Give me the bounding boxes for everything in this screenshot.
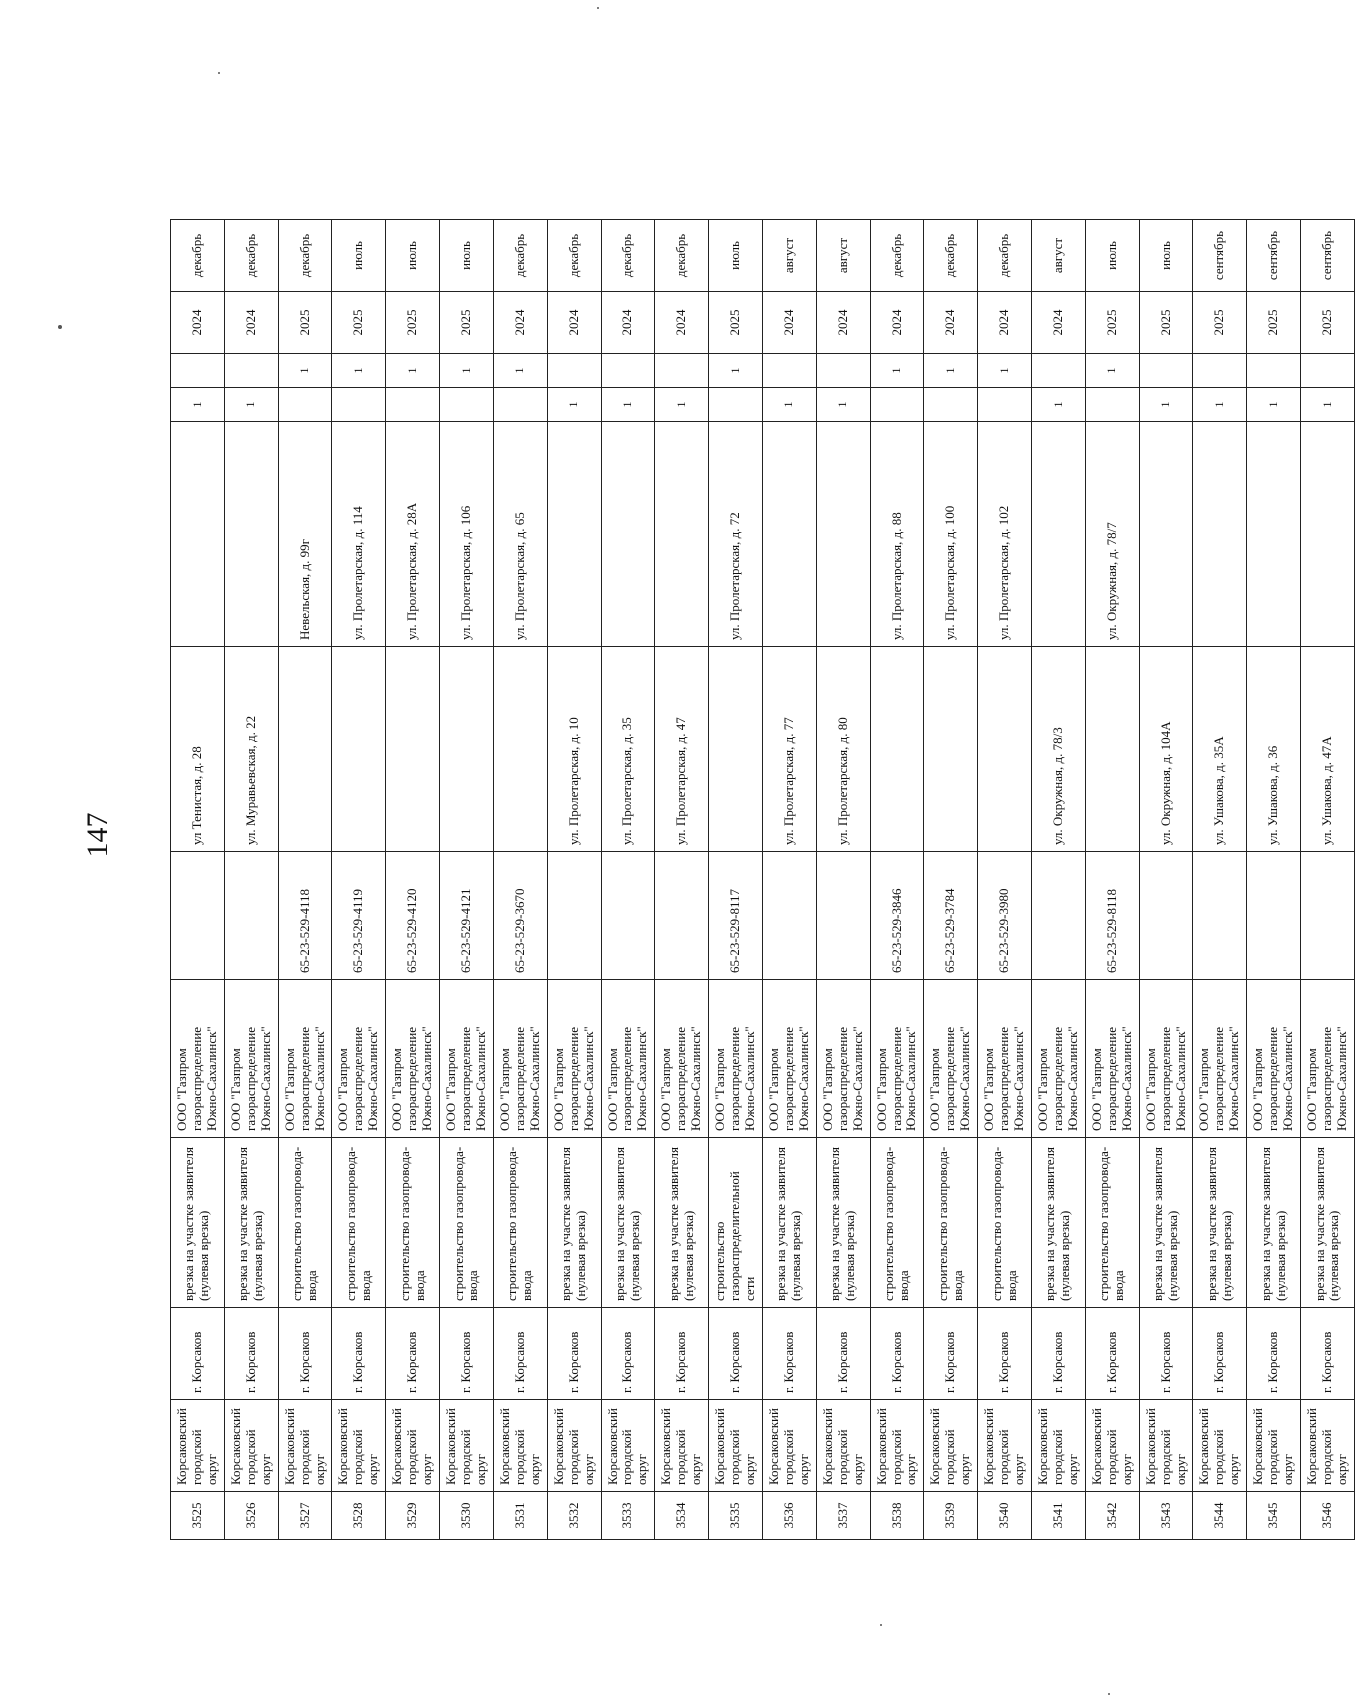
cell-org: ООО "Газпром газораспределение Южно-Сахалинск" [1085, 980, 1139, 1138]
cell-code: 65-23-529-4119 [332, 852, 386, 980]
cell-district: Корсаковский городской округ [655, 1400, 709, 1492]
cell-f2 [1301, 354, 1355, 388]
cell-addr1: ул. Ушакова, д. 36 [1247, 647, 1301, 852]
table-row [1139, 220, 1193, 1540]
cell-district: Корсаковский городской округ [1032, 1400, 1086, 1492]
cell-f1: 1 [1032, 388, 1086, 422]
scan-speck [1108, 1693, 1110, 1695]
cell-addr1 [493, 647, 547, 852]
cell-f2: 1 [386, 354, 440, 388]
cell-work: врезка на участке заявителя (нулевая врезка) [547, 1138, 601, 1308]
cell-f1: 1 [1193, 388, 1247, 422]
table-row [386, 220, 440, 1540]
table-row [1085, 220, 1139, 1540]
cell-addr2: ул. Пролетарская, д. 100 [924, 422, 978, 647]
cell-f2 [1032, 354, 1086, 388]
cell-work: врезка на участке заявителя (нулевая врезка) [762, 1138, 816, 1308]
cell-year: 2025 [1247, 292, 1301, 354]
cell-month: июль [440, 220, 494, 292]
cell-month: декабрь [978, 220, 1032, 292]
cell-city: г. Корсаков [655, 1308, 709, 1400]
cell-month: декабрь [224, 220, 278, 292]
cell-code [1301, 852, 1355, 980]
cell-work: врезка на участке заявителя (нулевая врезка) [1247, 1138, 1301, 1308]
registry-table [170, 219, 1355, 1540]
cell-work: строительство газопровода-ввода [332, 1138, 386, 1308]
cell-code [1032, 852, 1086, 980]
cell-code: 65-23-529-3784 [924, 852, 978, 980]
cell-year: 2025 [332, 292, 386, 354]
cell-year: 2025 [278, 292, 332, 354]
cell-no: 3531 [493, 1492, 547, 1540]
cell-work: врезка на участке заявителя (нулевая врезка) [816, 1138, 870, 1308]
cell-addr2: ул. Пролетарская, д. 28А [386, 422, 440, 647]
cell-year: 2024 [762, 292, 816, 354]
cell-district: Корсаковский городской округ [440, 1400, 494, 1492]
cell-city: г. Корсаков [1193, 1308, 1247, 1400]
cell-f1 [440, 388, 494, 422]
cell-city: г. Корсаков [332, 1308, 386, 1400]
cell-work: строительство газопровода-ввода [386, 1138, 440, 1308]
cell-district: Корсаковский городской округ [332, 1400, 386, 1492]
cell-addr2 [762, 422, 816, 647]
table-row [1193, 220, 1247, 1540]
cell-addr1: ул. Ушакова, д. 47А [1301, 647, 1355, 852]
cell-code [224, 852, 278, 980]
cell-code [1247, 852, 1301, 980]
cell-district: Корсаковский городской округ [278, 1400, 332, 1492]
cell-year: 2024 [171, 292, 225, 354]
cell-addr2: ул. Пролетарская, д. 88 [870, 422, 924, 647]
cell-work: строительство газопровода-ввода [440, 1138, 494, 1308]
cell-org: ООО "Газпром газораспределение Южно-Сахалинск" [332, 980, 386, 1138]
cell-f2: 1 [978, 354, 1032, 388]
cell-org: ООО "Газпром газораспределение Южно-Сахалинск" [978, 980, 1032, 1138]
cell-addr2: ул. Пролетарская, д. 106 [440, 422, 494, 647]
cell-f2: 1 [278, 354, 332, 388]
cell-code [1193, 852, 1247, 980]
cell-addr1: ул. Пролетарская, д. 80 [816, 647, 870, 852]
cell-no: 3525 [171, 1492, 225, 1540]
cell-org: ООО "Газпром газораспределение Южно-Сахалинск" [224, 980, 278, 1138]
cell-addr2 [224, 422, 278, 647]
cell-work: врезка на участке заявителя (нулевая врезка) [171, 1138, 225, 1308]
page-number: 147 [81, 812, 114, 858]
cell-code: 65-23-529-4118 [278, 852, 332, 980]
cell-f1 [1085, 388, 1139, 422]
cell-f2 [816, 354, 870, 388]
cell-city: г. Корсаков [224, 1308, 278, 1400]
cell-addr2 [1193, 422, 1247, 647]
cell-org: ООО "Газпром газораспределение Южно-Сахалинск" [762, 980, 816, 1138]
cell-city: г. Корсаков [440, 1308, 494, 1400]
scan-speck [880, 1624, 882, 1626]
cell-district: Корсаковский городской округ [709, 1400, 763, 1492]
cell-f2 [601, 354, 655, 388]
cell-district: Корсаковский городской округ [601, 1400, 655, 1492]
cell-f1 [386, 388, 440, 422]
cell-org: ООО "Газпром газораспределение Южно-Сахалинск" [870, 980, 924, 1138]
cell-year: 2025 [709, 292, 763, 354]
cell-district: Корсаковский городской округ [978, 1400, 1032, 1492]
cell-addr2: ул. Пролетарская, д. 65 [493, 422, 547, 647]
cell-no: 3533 [601, 1492, 655, 1540]
cell-month: сентябрь [1301, 220, 1355, 292]
cell-addr2: ул. Окружная, д. 78/7 [1085, 422, 1139, 647]
cell-month: декабрь [547, 220, 601, 292]
cell-work: строительство газопровода-ввода [978, 1138, 1032, 1308]
table-row [332, 220, 386, 1540]
cell-f2 [1247, 354, 1301, 388]
cell-city: г. Корсаков [816, 1308, 870, 1400]
cell-city: г. Корсаков [924, 1308, 978, 1400]
cell-addr1: ул. Пролетарская, д. 35 [601, 647, 655, 852]
cell-addr2: ул. Пролетарская, д. 102 [978, 422, 1032, 647]
cell-no: 3538 [870, 1492, 924, 1540]
table-row [601, 220, 655, 1540]
cell-code: 65-23-529-8118 [1085, 852, 1139, 980]
cell-f2 [655, 354, 709, 388]
cell-f2 [547, 354, 601, 388]
cell-f1 [493, 388, 547, 422]
table-row [924, 220, 978, 1540]
cell-org: ООО "Газпром газораспределение Южно-Сахалинск" [1247, 980, 1301, 1138]
cell-f2: 1 [1085, 354, 1139, 388]
cell-year: 2024 [870, 292, 924, 354]
table-row [762, 220, 816, 1540]
table-row [493, 220, 547, 1540]
cell-year: 2024 [816, 292, 870, 354]
cell-addr1 [440, 647, 494, 852]
cell-no: 3534 [655, 1492, 709, 1540]
cell-district: Корсаковский городской округ [1085, 1400, 1139, 1492]
scan-speck [58, 325, 62, 329]
cell-org: ООО "Газпром газораспределение Южно-Сахалинск" [171, 980, 225, 1138]
cell-org: ООО "Газпром газораспределение Южно-Сахалинск" [655, 980, 709, 1138]
cell-f2: 1 [924, 354, 978, 388]
cell-no: 3541 [1032, 1492, 1086, 1540]
cell-addr1: ул. Пролетарская, д. 77 [762, 647, 816, 852]
cell-district: Корсаковский городской округ [493, 1400, 547, 1492]
cell-addr1 [924, 647, 978, 852]
cell-f2 [224, 354, 278, 388]
cell-work: врезка на участке заявителя (нулевая врезка) [1193, 1138, 1247, 1308]
cell-month: июль [332, 220, 386, 292]
cell-f2: 1 [493, 354, 547, 388]
table-row [278, 220, 332, 1540]
cell-city: г. Корсаков [709, 1308, 763, 1400]
cell-city: г. Корсаков [547, 1308, 601, 1400]
cell-f1: 1 [1139, 388, 1193, 422]
table-row [547, 220, 601, 1540]
cell-work: строительство газопровода-ввода [278, 1138, 332, 1308]
scan-speck [218, 72, 220, 74]
cell-org: ООО "Газпром газораспределение Южно-Сахалинск" [924, 980, 978, 1138]
cell-month: декабрь [278, 220, 332, 292]
cell-month: июль [1139, 220, 1193, 292]
cell-f2 [762, 354, 816, 388]
cell-code: 65-23-529-3670 [493, 852, 547, 980]
cell-addr1: ул. Муравьевская, д. 22 [224, 647, 278, 852]
cell-org: ООО "Газпром газораспределение Южно-Сахалинск" [709, 980, 763, 1138]
cell-district: Корсаковский городской округ [386, 1400, 440, 1492]
cell-work: врезка на участке заявителя (нулевая врезка) [224, 1138, 278, 1308]
cell-year: 2024 [924, 292, 978, 354]
cell-no: 3529 [386, 1492, 440, 1540]
cell-f1: 1 [224, 388, 278, 422]
cell-work: строительство газопровода-ввода [870, 1138, 924, 1308]
cell-city: г. Корсаков [1139, 1308, 1193, 1400]
cell-addr2 [1139, 422, 1193, 647]
table-row [1032, 220, 1086, 1540]
cell-code [601, 852, 655, 980]
cell-month: декабрь [493, 220, 547, 292]
cell-district: Корсаковский городской округ [1247, 1400, 1301, 1492]
cell-f1 [278, 388, 332, 422]
cell-no: 3543 [1139, 1492, 1193, 1540]
cell-no: 3540 [978, 1492, 1032, 1540]
cell-year: 2024 [655, 292, 709, 354]
cell-org: ООО "Газпром газораспределение Южно-Сахалинск" [1139, 980, 1193, 1138]
cell-addr1: ул. Пролетарская, д. 10 [547, 647, 601, 852]
cell-org: ООО "Газпром газораспределение Южно-Сахалинск" [278, 980, 332, 1138]
cell-code [816, 852, 870, 980]
scan-speck [597, 7, 599, 9]
cell-f1: 1 [655, 388, 709, 422]
cell-addr2: ул. Пролетарская, д. 114 [332, 422, 386, 647]
cell-no: 3536 [762, 1492, 816, 1540]
cell-city: г. Корсаков [1085, 1308, 1139, 1400]
table-row [440, 220, 494, 1540]
cell-no: 3544 [1193, 1492, 1247, 1540]
cell-year: 2024 [547, 292, 601, 354]
cell-month: июль [1085, 220, 1139, 292]
cell-f1 [924, 388, 978, 422]
cell-addr1: ул. Окружная, д. 104А [1139, 647, 1193, 852]
cell-addr1: ул. Ушакова, д. 35А [1193, 647, 1247, 852]
cell-f1: 1 [1301, 388, 1355, 422]
cell-code: 65-23-529-3980 [978, 852, 1032, 980]
cell-district: Корсаковский городской округ [547, 1400, 601, 1492]
cell-month: август [1032, 220, 1086, 292]
cell-addr1: ул Тенистая, д. 28 [171, 647, 225, 852]
cell-month: июль [386, 220, 440, 292]
cell-org: ООО "Газпром газораспределение Южно-Сахалинск" [816, 980, 870, 1138]
cell-addr2 [816, 422, 870, 647]
cell-addr1 [870, 647, 924, 852]
cell-f1 [870, 388, 924, 422]
cell-addr1: ул. Пролетарская, д. 47 [655, 647, 709, 852]
cell-year: 2025 [440, 292, 494, 354]
cell-addr1 [386, 647, 440, 852]
cell-work: врезка на участке заявителя (нулевая врезка) [1139, 1138, 1193, 1308]
cell-code [655, 852, 709, 980]
cell-work: врезка на участке заявителя (нулевая врезка) [1032, 1138, 1086, 1308]
cell-code: 65-23-529-8117 [709, 852, 763, 980]
cell-city: г. Корсаков [278, 1308, 332, 1400]
cell-org: ООО "Газпром газораспределение Южно-Сахалинск" [386, 980, 440, 1138]
cell-addr2 [601, 422, 655, 647]
cell-district: Корсаковский городской округ [870, 1400, 924, 1492]
cell-work: врезка на участке заявителя (нулевая врезка) [1301, 1138, 1355, 1308]
cell-f1: 1 [547, 388, 601, 422]
cell-code: 65-23-529-4120 [386, 852, 440, 980]
cell-work: строительство газопровода-ввода [1085, 1138, 1139, 1308]
table-row [709, 220, 763, 1540]
cell-district: Корсаковский городской округ [762, 1400, 816, 1492]
cell-city: г. Корсаков [1247, 1308, 1301, 1400]
cell-city: г. Корсаков [1032, 1308, 1086, 1400]
cell-no: 3532 [547, 1492, 601, 1540]
cell-f2: 1 [440, 354, 494, 388]
cell-code [171, 852, 225, 980]
cell-city: г. Корсаков [493, 1308, 547, 1400]
cell-f1: 1 [601, 388, 655, 422]
cell-no: 3542 [1085, 1492, 1139, 1540]
cell-no: 3530 [440, 1492, 494, 1540]
cell-org: ООО "Газпром газораспределение Южно-Сахалинск" [1032, 980, 1086, 1138]
cell-work: строительство газопровода-ввода [493, 1138, 547, 1308]
cell-f2 [171, 354, 225, 388]
cell-year: 2024 [978, 292, 1032, 354]
cell-city: г. Корсаков [870, 1308, 924, 1400]
cell-code [762, 852, 816, 980]
cell-code: 65-23-529-3846 [870, 852, 924, 980]
cell-city: г. Корсаков [601, 1308, 655, 1400]
cell-org: ООО "Газпром газораспределение Южно-Сахалинск" [1193, 980, 1247, 1138]
cell-city: г. Корсаков [762, 1308, 816, 1400]
cell-org: ООО "Газпром газораспределение Южно-Сахалинск" [547, 980, 601, 1138]
cell-code [547, 852, 601, 980]
cell-no: 3545 [1247, 1492, 1301, 1540]
cell-org: ООО "Газпром газораспределение Южно-Сахалинск" [1301, 980, 1355, 1138]
cell-no: 3546 [1301, 1492, 1355, 1540]
cell-addr2 [547, 422, 601, 647]
cell-city: г. Корсаков [978, 1308, 1032, 1400]
cell-year: 2024 [601, 292, 655, 354]
cell-month: декабрь [171, 220, 225, 292]
table-row [1301, 220, 1355, 1540]
cell-year: 2025 [1085, 292, 1139, 354]
cell-work: строительство газораспределительной сети [709, 1138, 763, 1308]
cell-f2 [1193, 354, 1247, 388]
cell-f1 [709, 388, 763, 422]
cell-no: 3539 [924, 1492, 978, 1540]
cell-year: 2024 [1032, 292, 1086, 354]
cell-addr2: Невельская, д. 99г [278, 422, 332, 647]
cell-year: 2025 [1193, 292, 1247, 354]
cell-no: 3528 [332, 1492, 386, 1540]
cell-addr1 [1085, 647, 1139, 852]
cell-f1 [978, 388, 1032, 422]
cell-district: Корсаковский городской округ [816, 1400, 870, 1492]
cell-f2 [1139, 354, 1193, 388]
cell-f1 [332, 388, 386, 422]
cell-year: 2024 [224, 292, 278, 354]
cell-district: Корсаковский городской округ [1139, 1400, 1193, 1492]
cell-district: Корсаковский городской округ [224, 1400, 278, 1492]
cell-district: Корсаковский городской округ [1193, 1400, 1247, 1492]
cell-no: 3526 [224, 1492, 278, 1540]
table-row [870, 220, 924, 1540]
cell-district: Корсаковский городской округ [1301, 1400, 1355, 1492]
cell-addr1 [709, 647, 763, 852]
cell-code [1139, 852, 1193, 980]
cell-year: 2024 [493, 292, 547, 354]
cell-addr2 [1032, 422, 1086, 647]
table-row [655, 220, 709, 1540]
cell-month: август [762, 220, 816, 292]
cell-org: ООО "Газпром газораспределение Южно-Сахалинск" [493, 980, 547, 1138]
cell-addr2 [655, 422, 709, 647]
cell-city: г. Корсаков [1301, 1308, 1355, 1400]
cell-org: ООО "Газпром газораспределение Южно-Сахалинск" [440, 980, 494, 1138]
table-row [224, 220, 278, 1540]
cell-f2: 1 [332, 354, 386, 388]
cell-work: врезка на участке заявителя (нулевая врезка) [601, 1138, 655, 1308]
cell-month: декабрь [870, 220, 924, 292]
table-row [1247, 220, 1301, 1540]
cell-no: 3527 [278, 1492, 332, 1540]
cell-addr2 [1247, 422, 1301, 647]
table-row [978, 220, 1032, 1540]
cell-month: июль [709, 220, 763, 292]
cell-f2: 1 [709, 354, 763, 388]
table-body [171, 220, 1355, 1540]
rotated-table-container [170, 220, 1349, 1540]
table-row [816, 220, 870, 1540]
table-row [171, 220, 225, 1540]
cell-addr1: ул. Окружная, д. 78/3 [1032, 647, 1086, 852]
cell-month: декабрь [655, 220, 709, 292]
cell-year: 2025 [1301, 292, 1355, 354]
cell-month: август [816, 220, 870, 292]
cell-f1: 1 [816, 388, 870, 422]
cell-district: Корсаковский городской округ [924, 1400, 978, 1492]
cell-work: строительство газопровода-ввода [924, 1138, 978, 1308]
cell-district: Корсаковский городской округ [171, 1400, 225, 1492]
cell-year: 2025 [386, 292, 440, 354]
cell-addr1 [978, 647, 1032, 852]
cell-month: декабрь [924, 220, 978, 292]
cell-work: врезка на участке заявителя (нулевая врезка) [655, 1138, 709, 1308]
cell-year: 2025 [1139, 292, 1193, 354]
cell-month: сентябрь [1247, 220, 1301, 292]
cell-no: 3535 [709, 1492, 763, 1540]
cell-month: декабрь [601, 220, 655, 292]
cell-f1: 1 [762, 388, 816, 422]
cell-city: г. Корсаков [171, 1308, 225, 1400]
cell-addr2: ул. Пролетарская, д. 72 [709, 422, 763, 647]
cell-addr2 [171, 422, 225, 647]
cell-city: г. Корсаков [386, 1308, 440, 1400]
cell-no: 3537 [816, 1492, 870, 1540]
cell-org: ООО "Газпром газораспределение Южно-Сахалинск" [601, 980, 655, 1138]
cell-month: сентябрь [1193, 220, 1247, 292]
cell-f1: 1 [171, 388, 225, 422]
cell-addr1 [278, 647, 332, 852]
cell-f1: 1 [1247, 388, 1301, 422]
cell-code: 65-23-529-4121 [440, 852, 494, 980]
cell-addr1 [332, 647, 386, 852]
cell-f2: 1 [870, 354, 924, 388]
cell-addr2 [1301, 422, 1355, 647]
